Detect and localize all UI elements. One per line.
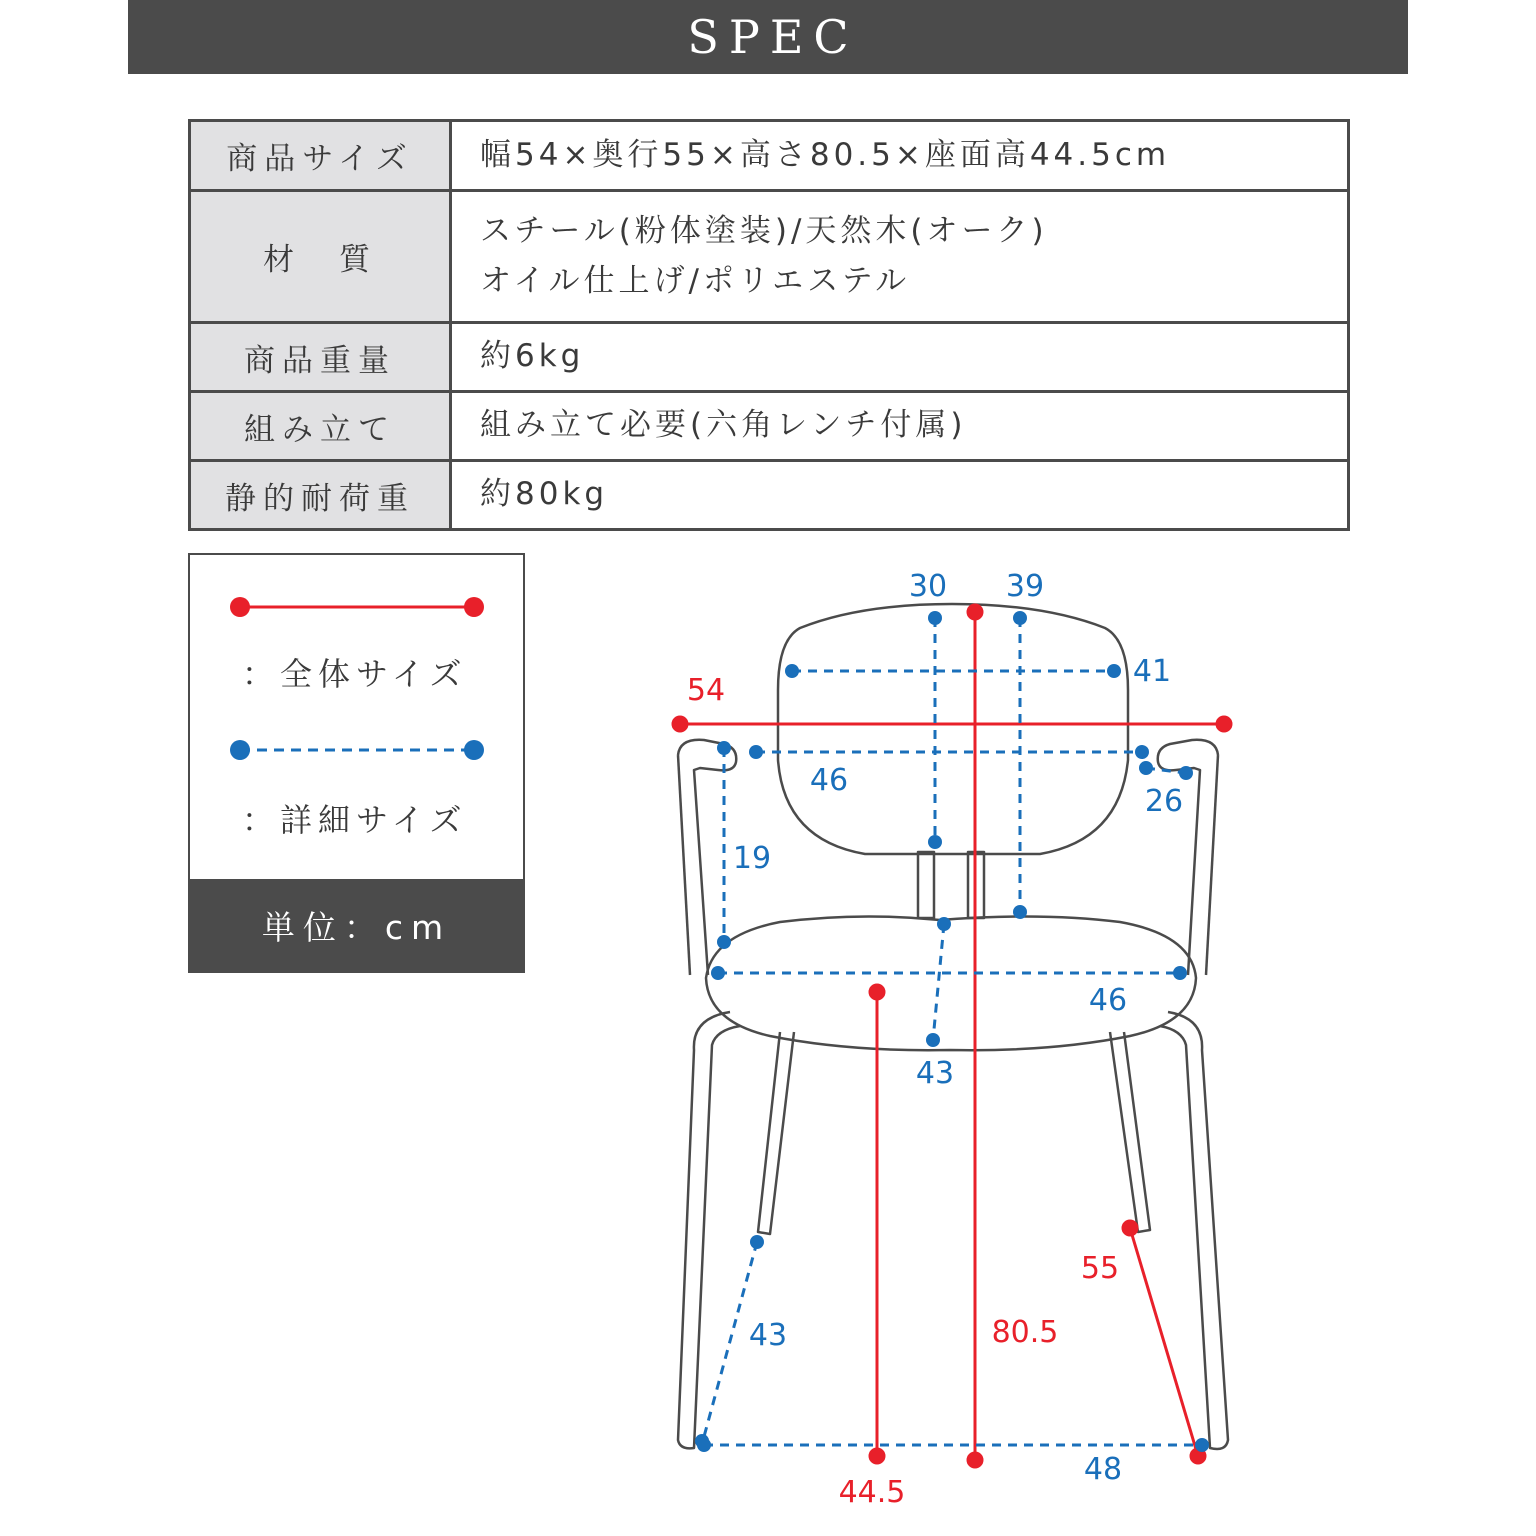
legend-overall-label: ：全体サイズ	[242, 655, 468, 693]
spec-label-assembly: 組み立て	[190, 392, 451, 461]
backrest	[778, 604, 1128, 854]
legend-detail-label: ：詳細サイズ	[242, 801, 468, 839]
label-width: 54	[686, 673, 726, 708]
front-leg-left	[678, 1012, 740, 1448]
detail-dot	[717, 741, 731, 755]
arm-right-inner	[1206, 755, 1218, 975]
detail-dot	[926, 1033, 940, 1047]
detail-dot	[785, 664, 799, 678]
label-base-width: 48	[1083, 1452, 1123, 1487]
label-seat-width: 46	[1088, 983, 1128, 1018]
seat-height-dot	[870, 1449, 884, 1463]
back-post-left	[918, 852, 934, 918]
depth-dot	[1123, 1221, 1137, 1235]
detail-labels	[733, 569, 1183, 1487]
spec-label-material: 材 質	[190, 191, 451, 323]
overall-width-dot	[673, 717, 687, 731]
spec-value-line: スチール(粉体塗装)/天然木(オーク)	[480, 212, 1048, 249]
seat-height-dot	[870, 985, 884, 999]
detail-dot	[749, 745, 763, 759]
front-leg-right	[1160, 1012, 1228, 1449]
overall-height-dot	[968, 605, 982, 619]
overall-labels	[687, 673, 1119, 1510]
label-seat-height: 44.5	[838, 1475, 906, 1510]
spec-value-line: 約80kg	[480, 476, 609, 513]
detail-dot	[1139, 761, 1153, 775]
detail-dot	[1135, 745, 1149, 759]
detail-dot	[1013, 611, 1027, 625]
label-height: 80.5	[991, 1315, 1059, 1350]
detail-dot	[750, 1235, 764, 1249]
detail-dot	[928, 835, 942, 849]
unit-label: 単位：cm	[261, 907, 452, 947]
seat-depth-line	[933, 924, 944, 1040]
label-arm-height: 19	[732, 841, 772, 876]
label-arm-inner-width: 46	[809, 763, 849, 798]
spec-value-line: 約6kg	[480, 338, 585, 375]
label-seat-depth: 43	[915, 1056, 955, 1091]
spec-value-line: 組み立て必要(六角レンチ付属)	[480, 407, 967, 444]
label-back-height: 30	[908, 569, 948, 604]
overall-width-dot	[1217, 717, 1231, 731]
detail-dot	[711, 966, 725, 980]
spec-label-weight: 商品重量	[190, 323, 451, 392]
label-leg-spread: 43	[748, 1318, 788, 1353]
detail-dot	[928, 611, 942, 625]
label-arm-depth: 26	[1144, 784, 1184, 819]
spec-label-size: 商品サイズ	[190, 121, 451, 191]
header-title: SPEC	[687, 10, 859, 64]
back-leg-left	[758, 1032, 794, 1234]
detail-dot	[697, 1438, 711, 1452]
detail-dot	[1173, 966, 1187, 980]
detail-dot	[1179, 766, 1193, 780]
arm-left-inner	[678, 755, 690, 975]
detail-dot	[1107, 664, 1121, 678]
detail-dot	[1195, 1438, 1209, 1452]
spec-value-line: 幅54×奥行55×高さ80.5×座面高44.5cm	[480, 136, 1171, 173]
spec-label-load: 静的耐荷重	[190, 461, 451, 530]
detail-dot	[937, 917, 951, 931]
spec-value-line: オイル仕上げ/ポリエステル	[480, 262, 911, 299]
label-depth: 55	[1080, 1251, 1120, 1286]
detail-dot	[1013, 905, 1027, 919]
back-leg-right	[1110, 1032, 1150, 1232]
depth-line	[1130, 1228, 1198, 1456]
detail-dot	[717, 935, 731, 949]
overall-height-dot	[968, 1453, 982, 1467]
label-back-width: 41	[1132, 654, 1172, 689]
label-back-to-seat: 39	[1005, 569, 1045, 604]
